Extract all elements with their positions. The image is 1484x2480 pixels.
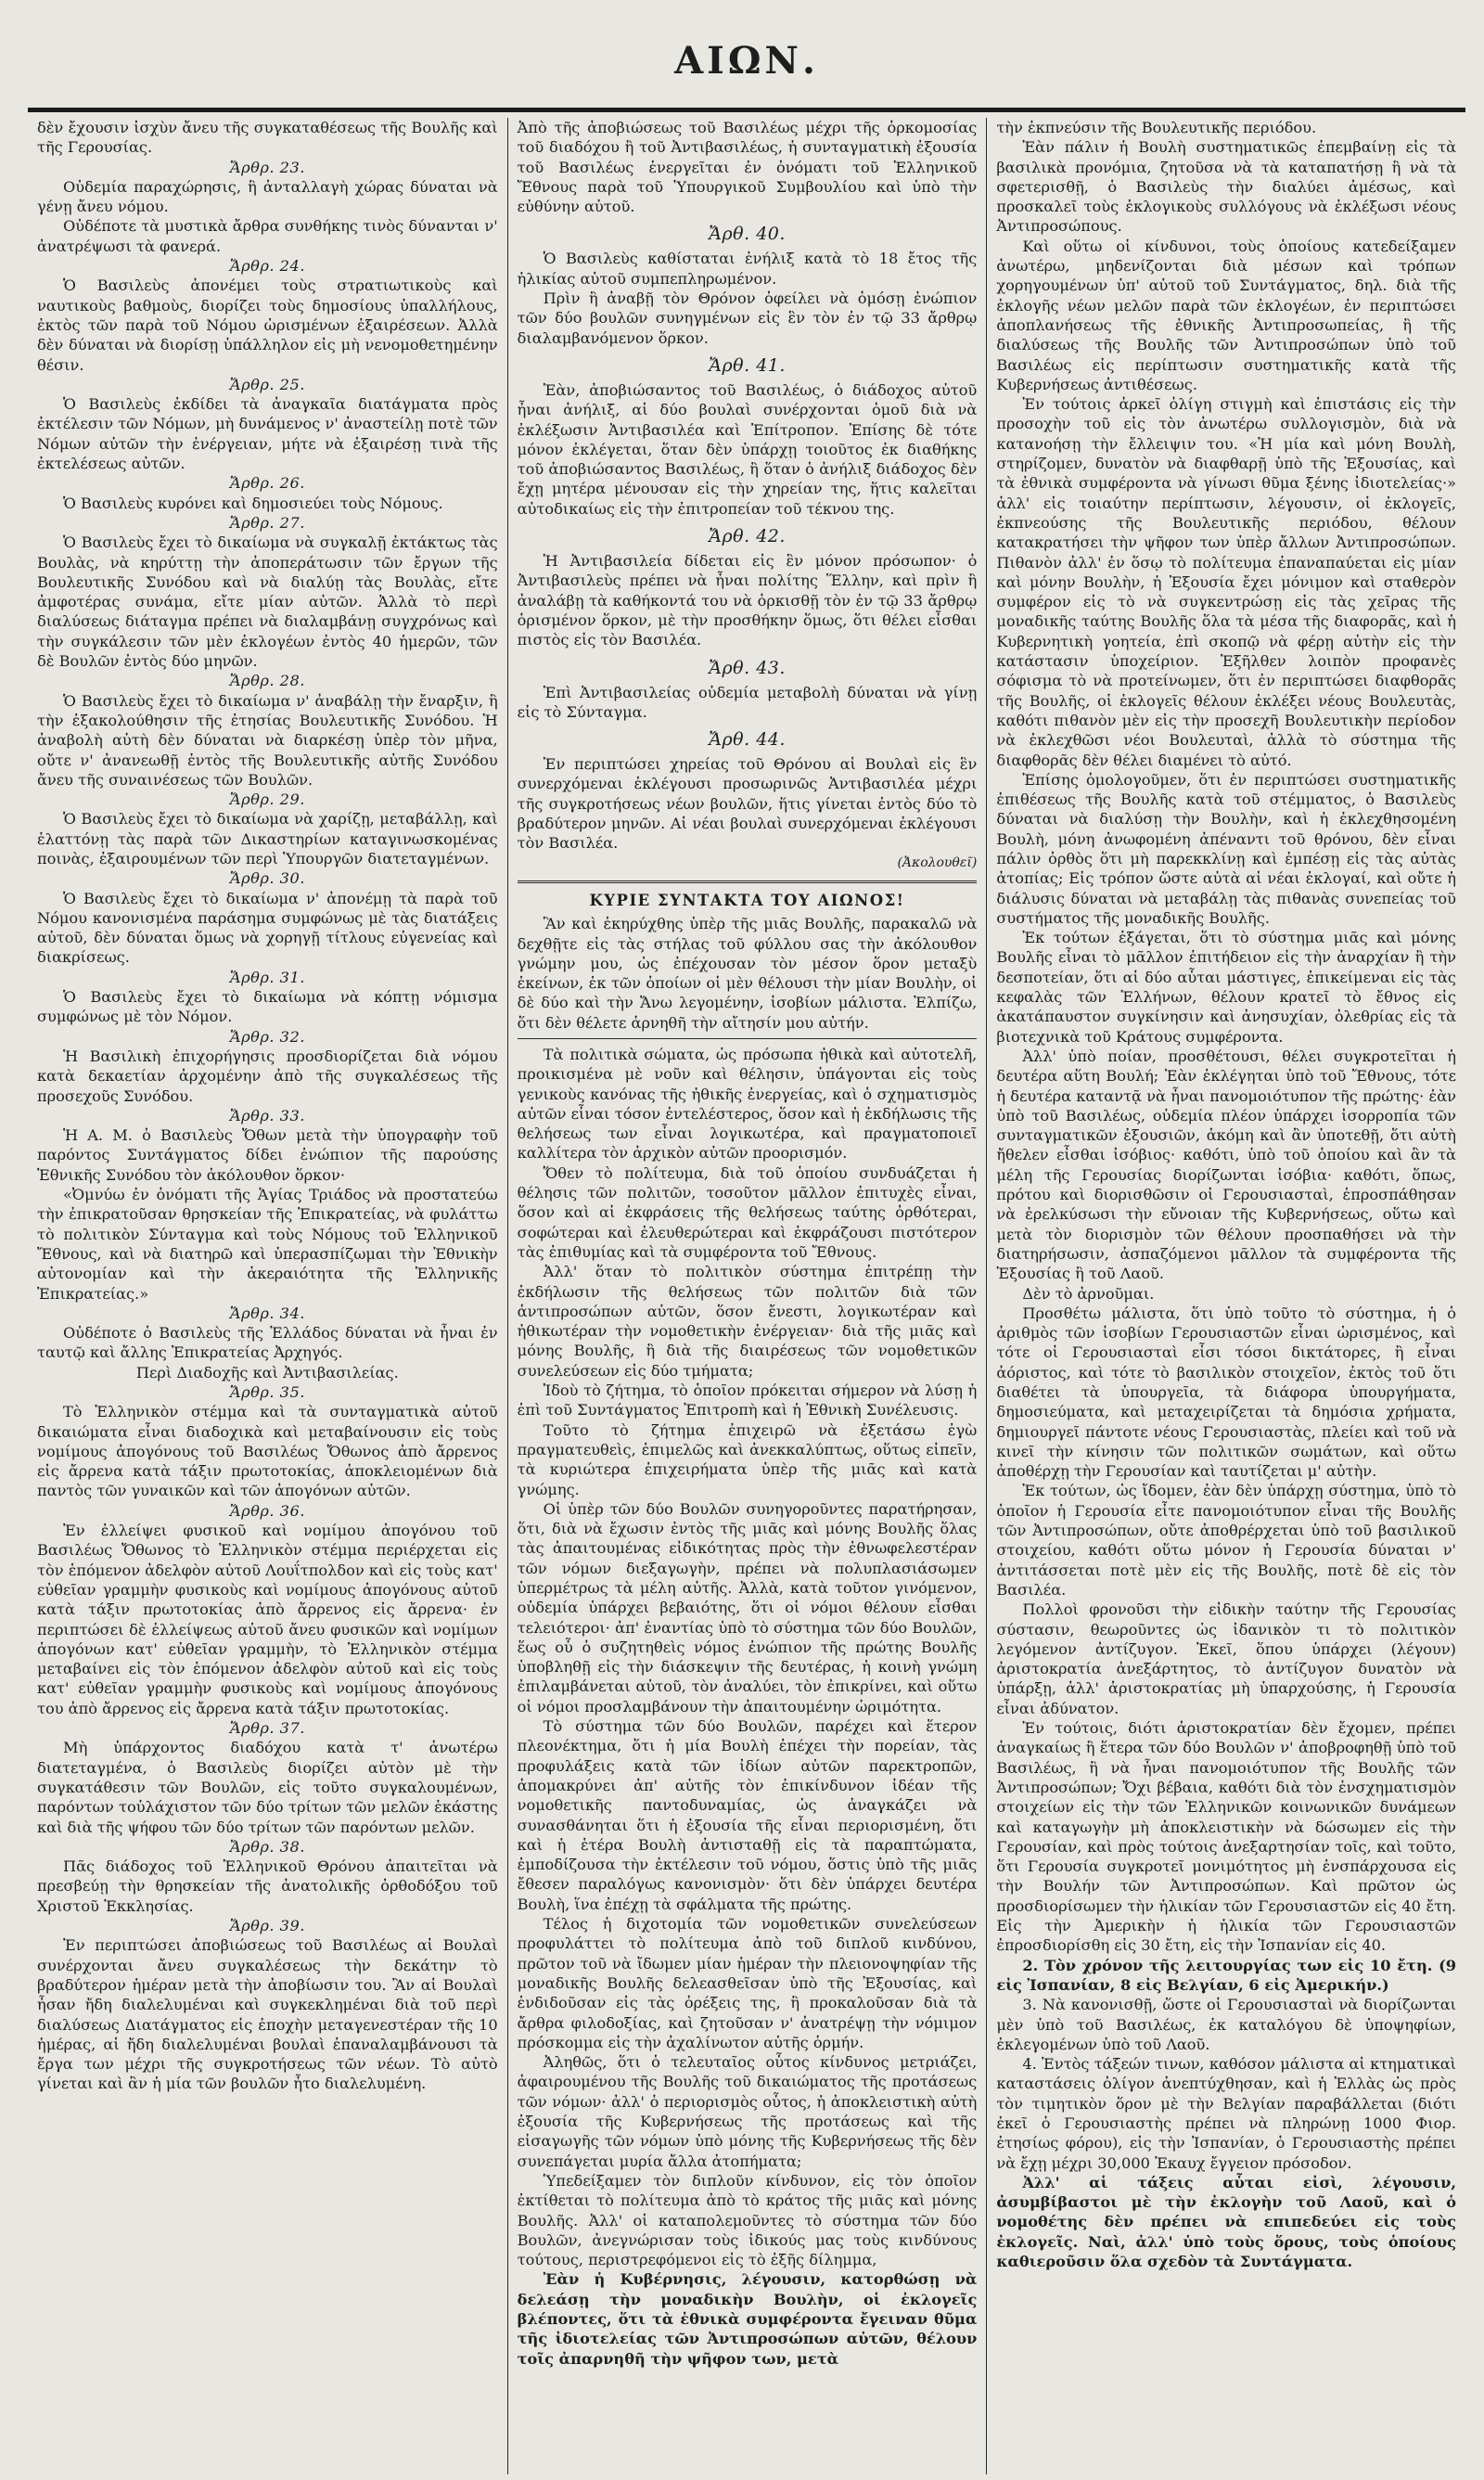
section-subheading: Περὶ Διαδοχῆς καὶ Ἀντιβασιλείας. [135,1363,399,1381]
numbered-point: 3. Νὰ κανονισθῇ, ὥστε οἱ Γερουσιασταὶ νὰ διορίζωνται μὲν ὑπὸ τοῦ Βασιλέως, ἐκ καταλόγου δὲ ὑποψηφίων, ἐκλεγομένων ὑπὸ τοῦ Λαοῦ. [996,1996,1456,2053]
paragraph: Ἐὰν ἡ Κυβέρνησις, λέγουσιν, κατορθώσῃ νὰ δελεάσῃ τὴν μοναδικὴν Βουλὴν, οἱ ἐκλογεῖς βλέποντες, ὅτι τὰ ἐθνικὰ συμφέροντα ἔγειναν θῦμα τῆς ἰδιοτελείας τῶν Ἀντιπροσώπων αὐτῶν, θέλουν τοῖς ἀπαρνηθῆ τὴν ψῆφον των, μετὰ [517,2270,978,2368]
column-2 [507,118,987,2474]
article-heading: Ἄρθρ. 36. [229,1501,305,1520]
paragraph: Ἐν περιπτώσει χηρείας τοῦ Θρόνου αἱ Βουλαὶ εἰς ἓν συνερχόμεναι ἐκλέγουσι προσωρινῶς Ἀντιβασιλέα μέχρι τῆς συγκροτήσεως νέων βουλῶν, ἥτις γίνεται ἐντὸς δύο τὸ βραδύτερον μηνῶν. Αἱ νέαι βουλαὶ συνερχόμεναι ἐκλέγουσι τὸν Βασιλέα. [517,755,978,853]
article-heading: Ἄρθ. 40. [709,224,786,245]
paragraph: Μὴ ὑπάρχοντος διαδόχου κατὰ τ' ἀνωτέρω διατεταγμένα, ὁ Βασιλεὺς διορίζει αὐτὸν μὲ τὴν συγκατάθεσιν τῶν Βουλῶν, εἰς τοῦτο συγκαλουμένων, παρόντων τοὐλάχιστον τῶν δύο τρίτων τῶν μελῶν ἑκάστης καὶ διὰ τῆς ψήφου τῶν δύο τρίτων τῶν παρόντων μελῶν. [37,1739,498,1836]
paragraph: Ἀλλ' αἱ τάξεις αὗται εἰσὶ, λέγουσιν, ἀσυμβίβαστοι μὲ τὴν ἐκλογὴν τοῦ Λαοῦ, καὶ ὁ νομοθέτης δὲν πρέπει νὰ επιπεδεύει εἰς τοὺς ἐκλογεῖς. Ναὶ, ἀλλ' ὑπὸ τοὺς ὅρους, τοὺς ὁποίους καθιεροῦσιν ὅλα σχεδὸν τὰ Συντάγματα. [996,2173,1456,2271]
continued-note: (Ἀκολουθεῖ) [897,855,978,870]
article-heading: Ἄρθρ. 33. [229,1106,305,1124]
paragraph: Ὑπεδείξαμεν τὸν διπλοῦν κίνδυνον, εἰς τὸν ὁποῖον ἐκτίθεται τὸ πολίτευμα ἀπὸ τὸ κράτος τῆς μιᾶς καὶ μόνης Βουλῆς. Ἀλλ' οἱ καταπολεμοῦντες τὸ σύστημα τῶν δύο Βουλῶν, ἀνεγνώρισαν τοὺς ἰδικούς μας τοὺς κινδύνους τούτους, περιστρεφόμενοι εἰς τὸ ἐξῆς δίλημμα, [517,2171,978,2269]
article-heading: Ἄρθ. 43. [709,657,786,678]
paragraph: Τὸ Ἑλληνικὸν στέμμα καὶ τὰ συνταγματικὰ αὐτοῦ δικαιώματα εἶναι διαδοχικὰ καὶ μεταβαίνουσιν εἰς τοὺς νομίμους ἀπογόνους τοῦ Βασιλέως Ὄθωνος ἀπὸ ἄρρενος εἰς ἄρρενα κατὰ τάξιν πρωτοτοκίας, ἀποκλειομένων διὰ παντὸς τῶν γυναικῶν καὶ τῶν ἀπογόνων αὐτῶν. [37,1403,498,1500]
article-heading: Ἄρθρ. 30. [229,869,305,888]
paragraph: Ὁ Βασιλεὺς ἔχει τὸ δικαίωμα ν' ἀναβάλῃ τὴν ἔναρξιν, ἢ τὴν ἐξακολούθησιν τῆς ἐτησίας Βουλευτικῆς Συνόδου. Ἡ ἀναβολὴ αὐτὴ δὲν δύναται νὰ διαρκέσῃ ὑπὲρ τὸν μῆνα, οὔτε ν' ἀνανεωθῇ ἐντὸς τῆς Βουλευτικῆς αὐτῆς Συνόδου ἄνευ τῆς συναινέσεως τῶν Βουλῶν. [37,691,498,789]
article-heading: Ἄρθ. 44. [709,729,786,751]
paragraph: Ἀπὸ τῆς ἀποβιώσεως τοῦ Βασιλέως μέχρι τῆς ὁρκομοσίας τοῦ διαδόχου ἢ τοῦ Ἀντιβασιλέως, ἡ συνταγματικὴ ἐξουσία τοῦ Βασιλέως ἐνεργεῖται ἐν ὀνόματι τοῦ Ἑλληνικοῦ Ἔθνους παρὰ τοῦ Ὑπουργικοῦ Συμβουλίου καὶ ὑπὸ τὴν εὐθύνην αὐτοῦ. [517,119,978,216]
paragraph: Ἐκ τούτων, ὡς ἴδομεν, ἐὰν δὲν ὑπάρχῃ σύστημα, ὑπὸ τὸ ὁποῖον ἡ Γερουσία εἶτε πανομοιότυπον εἶναι τῆς Βουλῆς τῶν Ἀντιπροσώπων, οὔτε ἀποθρέρχεται ὑπὸ τοῦ βασιλικοῦ στοιχείου, καθότι οὕτω μόνον ἡ Γερουσία δύναται ν' ἀντιτάσσεται ποτὲ μὲν εἰς τῆς Βουλῆς, ποτὲ δὲ εἰς τὸν Βασιλέα. [996,1482,1456,1599]
paragraph: Οὐδέποτε ὁ Βασιλεὺς τῆς Ἑλλάδος δύναται νὰ ἦναι ἐν ταυτῷ καὶ ἄλλης Ἐπικρατείας Ἀρχηγός. [37,1324,498,1362]
article-heading: Ἄρθρ. 29. [229,790,305,809]
article-heading: Ἄρθρ. 35. [229,1383,305,1401]
paragraph: Τὰ πολιτικὰ σώματα, ὡς πρόσωπα ἠθικὰ καὶ αὐτοτελῆ, προικισμένα μὲ νοῦν καὶ θέλησιν, ὑπάγονται εἰς τοὺς γενικοὺς κανόνας τῆς ἠθικῆς ἐνεργείας, καὶ ὁ σχηματισμὸς αὐτῶν εἶναι τόσον ἐντελέστερος, ὅσον καὶ ἡ ἐκδήλωσις τῆς θελήσεως των εἶναι λογικωτέρα, καὶ πραγματοποιεῖ καλλίτερα τὸν ἀρχικὸν αὐτῶν προορισμόν. [517,1045,978,1163]
paragraph: Καὶ οὕτω οἱ κίνδυνοι, τοὺς ὁποίους κατεδείξαμεν ἀνωτέρω, μηδενίζονται διὰ μέσων καὶ τρόπων χορηγουμένων ὑπ' αὐτοῦ τοῦ Συντάγματος, δηλ. διὰ τῆς ἐκλογῆς νέων μελῶν παρὰ τῶν ἐκλογέων, ἐν περιπτώσει ἀποπλανήσεως τῆς ἐθνικῆς Ἀντιπροσωπείας, ἢ τῆς διαλύσεως τῆς Βουλῆς τῶν Ἀντιπροσώπων ὑπὸ τοῦ Βασιλέως εἰς περίπτωσιν συστηματικῆς κατὰ τῆς Κυβερνήσεως ἀντιθέσεως. [996,237,1456,393]
paragraph: Ἐπὶ Ἀντιβασιλείας οὐδεμία μεταβολὴ δύναται νὰ γίνῃ εἰς τὸ Σύνταγμα. [517,683,978,721]
paragraph: Ἐν ἐλλείψει φυσικοῦ καὶ νομίμου ἀπογόνου τοῦ Βασιλέως Ὄθωνος τὸ Ἑλληνικὸν στέμμα περιέρχεται εἰς τὸν ἑπόμενον ἀδελφὸν αὐτοῦ Λουΐτπολδον καὶ εἰς τοὺς κατ' εὐθεῖαν γραμμὴν φυσικοὺς καὶ νομίμους ἀπογόνους αὐτοῦ κατὰ τάξιν πρωτοτοκίας ἀπὸ ἄρρενος εἰς ἄρρενα· ἐν περιπτώσει δὲ ἐλλείψεως αὐτοῦ ἄνευ φυσικῶν καὶ νομίμων ἀπογόνων κατ' εὐθεῖαν γραμμὴν, τὸ Ἑλληνικὸν στέμμα μεταβαίνει εἰς τὸν ἑπόμενον ἀδελφὸν αὐτοῦ καὶ εἰς τοὺς κατ' εὐθεῖαν γραμμὴν φυσικοὺς καὶ νομίμους ἀπογόνους του ἀπὸ ἄρρενος εἰς ἄρρενα κατὰ τάξιν πρωτοτοκίας. [37,1522,498,1717]
article-heading: Ἄρθρ. 34. [229,1304,305,1322]
article-heading: Ἄρθρ. 24. [229,257,305,276]
section-divider [518,880,978,883]
article-heading: Ἄρθρ. 32. [229,1027,305,1046]
paragraph: Ὁ Βασιλεὺς ἀπονέμει τοὺς στρατιωτικοὺς καὶ ναυτικοὺς βαθμοὺς, διορίζει τοὺς δημοσίους ὑπαλλήλους, ἐκτὸς τῶν παρὰ τοῦ Νόμου ὡρισμένων ἐξαιρέσεων. Ἀλλὰ δὲν δύναται νὰ διορίσῃ ὑπάλληλον εἰς μὴ νενομοθετημένην θέσιν. [37,276,498,374]
paragraph: Ἀλλ' ὑπὸ ποίαν, προσθέτουσι, θέλει συγκροτεῖται ἡ δευτέρα αὕτη Βουλή; Ἐὰν ἐκλέγηται ὑπὸ τοῦ Ἔθνους, τότε ἡ δευτέρα καταντᾷ νὰ ἦναι πανομοιότυπον τῆς πρώτης· ἐὰν ὑπὸ τοῦ Βασιλέως, οὐδεμία πλέον ὑπάρχει ἰσορροπία τῶν συνταγματικῶν ἐξουσιῶν, ἀκόμη καὶ ἂν ὑποτεθῇ, ὅτι αὐτὴ ἤθελεν εἶσθαι ἰσόβιος· καθότι, ὑπὸ τοῦ ὁποίου καὶ ἂν τὰ μέλη τῆς Γερουσίας διορίζωνται ἰσόβια· καθότι, ὅπως, πρότου καὶ διορισθῶσιν οἱ Γερουσιασταὶ, ἐπροσπάθησαν νὰ ἐρελκύσωσι τὴν εὔνοιαν τῆς Κυβερνήσεως, οὕτω καὶ μετὰ τὸν διορισμὸν τῶν θέλουν προσπαθήσει νὰ τὴν διατηρήσωσιν, ἀσπαζόμενοι μᾶλλον τὰ συμφέροντα τῆς Ἐξουσίας ἢ τοῦ Λαοῦ. [996,1047,1456,1283]
paragraph: Ἂν καὶ ἐκηρύχθης ὑπὲρ τῆς μιᾶς Βουλῆς, παρακαλῶ νὰ δεχθῇτε εἰς τὰς στήλας τοῦ φύλλου σας τὴν ἀκόλουθον γνώμην μου, ὡς ἐπέχουσαν τὸν μέσον ὅρον μεταξὺ ἐκείνων, ἐκ τῶν ὁποίων οἱ μὲν θέλουσι τὴν μίαν Βουλὴν, οἱ δὲ δύο καὶ τὴν Ἄνω λεγομένην, ἰσοβίων μάλιστα. Ἐλπίζω, ὅτι δὲν θέλετε ἀρνηθῆ τὴν αἴτησίν μου αὐτήν. [517,915,978,1032]
paragraph: Ἐὰν πάλιν ἡ Βουλὴ συστηματικῶς ἐπεμβαίνῃ εἰς τὰ βασιλικὰ προνόμια, ζητοῦσα νὰ τὰ καταπατήσῃ ἢ νὰ τὰ σφετερισθῇ, ὁ Βασιλεὺς τὴν διαλύει ἀμέσως, καὶ προσκαλεῖ τοὺς ἐκλογικοὺς συλλόγους νὰ ἐκλέξωσι νέους Ἀντιπροσώπους. [996,138,1456,236]
letter-heading: ΚΥΡΙΕ ΣΥΝΤΑΚΤΑ ΤΟΥ ΑΙΩΝΟΣ! [589,891,905,909]
paragraph: Ἐκ τούτων ἐξάγεται, ὅτι τὸ σύστημα μιᾶς καὶ μόνης Βουλῆς εἶναι τὸ μᾶλλον ἐπιτήδειον εἰς τὴν ἀναρχίαν ἢ τὴν δεσποτείαν, ὅτι αἱ δύο αὗται μάστιγες, ἐπικείμεναι εἰς τὰς κεφαλὰς τῶν Ἑλλήνων, θέλουν κρατεῖ τὸ ἔθνος εἰς ἀκατάπαυστον συγκίνησιν καὶ ἀνησυχίαν, ὀλεθρίας εἰς τὰ βιοτεχνικὰ τοῦ Κράτους συμφέροντα. [996,929,1456,1046]
paragraph: Δὲν τὸ ἀρνοῦμαι. [1022,1284,1155,1303]
section-divider [518,1038,978,1039]
paragraph: Προσθέτω μάλιστα, ὅτι ὑπὸ τοῦτο τὸ σύστημα, ἡ ὁ ἀριθμὸς τῶν ἰσοβίων Γερουσιαστῶν εἶναι ὡρισμένος, καὶ τότε οἱ Γερουσιασταὶ εἶσι τόσοι δικτάτορες, ἢ εἶναι ἀόριστος, καὶ τότε τὸ βασιλικὸν στοιχεῖον, ἐκτὸς τοῦ ὅτι διαθέτει τὰ ὑπουργεῖα, τὰ διάφορα ὑπουργήματα, δημοσιεύματα, καὶ μεταχειρίζεται τὰ δημόσια χρήματα, δημιουργεῖ πάντοτε νέους Γερουσιαστὰς, πλείει καὶ τοῦ νὰ κινεῖ τὴν κίνησιν τῶν πολιτικῶν σωμάτων, καὶ οὕτω ἀποθέρχῃ τὴν Γερουσίαν καὶ ταυτίζεται μ' αὐτὴν. [996,1304,1456,1481]
article-heading: Ἄρθρ. 23. [229,158,305,176]
numbered-point: 2. Τὸν χρόνον τῆς λειτουργίας των εἰς 10 ἔτη. (9 εἰς Ἰσπανίαν, 8 εἰς Βελγίαν, 6 εἰς Ἀμερικήν.) [996,1956,1456,1994]
paragraph: Ἀλλ' ὅταν τὸ πολιτικὸν σύστημα ἐπιτρέπῃ τὴν ἐκδήλωσιν τῆς θελήσεως τῶν πολιτῶν διὰ τῶν ἀντιπροσώπων αὐτῶν, ὅσον ἔνεστι, λογικωτέραν καὶ ἠθικωτέραν τὴν νομοθετικὴν ἐνέργειαν· διὰ τῆς μιᾶς καὶ μόνης Βουλῆς, ἢ διὰ τῆς διαιρέσεως τῶν νομοθετικῶν συνελεύσεων εἰς δύο τμήματα; [517,1263,978,1380]
article-heading: Ἄρθρ. 27. [229,513,305,532]
paragraph: τὴν ἐκπνεύσιν τῆς Βουλευτικῆς περιόδου. [996,119,1317,136]
paragraph: Ὁ Βασιλεὺς ἔχει τὸ δικαίωμα ν' ἀπονέμῃ τὰ παρὰ τοῦ Νόμου κανονισμένα παράσημα συμφώνως μὲ τὰς διατάξεις αὐτοῦ, δὲν δύναται ὅμως νὰ χορηγῇ τίτλους εὐγενείας καὶ διακρίσεως. [37,889,498,967]
paragraph: Οἱ ὑπὲρ τῶν δύο Βουλῶν συνηγοροῦντες παρατήρησαν, ὅτι, διὰ νὰ ἔχωσιν ἐντὸς τῆς μιᾶς καὶ μόνης Βουλῆς ὅλας τὰς ἀπαιτουμένας εἰδικότητας πρὸς τὴν ἐθνωφελεστέραν τῶν νόμων διεξαγωγὴν, πρέπει νὰ πολυπλασιάσωμεν ὑπερμέτρως τὰ μέλη αὐτῆς. Ἀλλὰ, κατὰ τοῦτον γινόμενον, οὐδεμία ὑπάρχει βεβαιότης, ὅτι οἱ νόμοι θέλουν εἶσθαι τελειότεροι· ἀπ' ἐναντίας ὑπὸ τὸ σύστημα τῶν δύο Βουλῶν, ἕως οὗ ὁ συζητηθεὶς νόμος ἐνώπιον τῆς πρώτης Βουλῆς ὑποβληθῇ εἰς τὴν διάσκεψιν τῆς δευτέρας, ἡ κοινὴ γνώμη ἐπιλαμβάνεται αὐτοῦ, τὸν ἀναλύει, τὸν ἐπικρίνει, καὶ οὕτω οἱ νόμοι προσλαμβάνουν τὴν ἀπαιτουμένην ὡριμότητα. [517,1499,978,1715]
article-heading: Ἄρθρ. 25. [229,375,305,393]
paragraph: Πᾶς διάδοχος τοῦ Ἑλληνικοῦ Θρόνου ἀπαιτεῖται νὰ πρεσβεύῃ τὴν θρησκείαν τῆς ἀνατολικῆς ὀρθοδόξου τοῦ Χριστοῦ Ἐκκλησίας. [37,1857,498,1915]
paragraph: Τοῦτο τὸ ζήτημα ἐπιχειρῶ νὰ ἐξετάσω ἐγὼ πραγματευθεὶς, ἐπιμελῶς καὶ ἀνεκκαλύπτως, οὕτως εἰπεῖν, τὰ κυριώτερα ἐπιχειρήματα ὑπὲρ τῆς μιᾶς καὶ κατὰ γνώμης. [517,1420,978,1498]
paragraph: Ἐν τούτοις ἀρκεῖ ὀλίγη στιγμὴ καὶ ἐπιστάσις εἰς τὴν προσοχὴν τοῦ εἰς τὸν ἀνωτέρω συλλογισμὸν, διὰ νὰ κατανοήσῃ τὴν ἔλλειψιν του. «Ἡ μία καὶ μόνη Βουλὴ, στηρίζομεν, δυνατὸν νὰ διαφθαρῇ ὑπὸ τῆς Ἐξουσίας, καὶ τὰ ἐθνικὰ συμφέροντα νὰ γίνωσι θῦμα ξένης ἰδιοτελείας·» ἀλλ' εἰς τοιαύτην περίπτωσιν, λέγουσιν, οἱ ἐκλογεῖς, ἐκπνεούσης τῆς Βουλευτικῆς περιόδου, θέλουν κατακρατήσει τὴν ψῆφον των ὑπὲρ ἄλλων Ἀντιπροσώπων. Πιθανὸν ἀλλ' ἐν ὅσῳ τὸ πολίτευμα ἐπαναπαύεται εἰς μίαν καὶ μόνην Βουλὴν, ἡ Ἐξουσία ἔχει μόνιμον καὶ σταθερὸν συμφέρον εἰς τὸ νὰ συγκεντρώσῃ εἰς τὰς χεῖρας τῆς μοναδικῆς ταύτης Βουλῆς ὅλα τὰ μέσα τῆς διαφορᾶς, καὶ ἡ Κυβερνητικὴ γοητεία, ἐπὶ σκοπῷ νὰ φέρῃ αὐτὴν εἰς τὴν κατάστασιν ὑποχείριον. Ἐξῆλθεν λοιπὸν προφανὲς σόφισμα τὸ νὰ προτείνωμεν, ὅτι ἐν περιπτώσει διαφθορᾶς τῆς Βουλῆς, οἱ ἐκλογεῖς θέλουν ἐκλέξει νέους Βουλευτὰς, καθότι πιθανὸν μὲν εἰς τὴν προσεχῆ Βουλευτικὴν περίοδον νὰ ἐκλεχθῶσι νέοι Βουλευταὶ, ἀλλὰ τὸ σύστημα τῆς διαφθορᾶς δὲν θέλει διαμένει τὸ αὐτό. [996,395,1456,769]
numbered-point: 4. Ἐντὸς τάξεών τινων, καθόσον μάλιστα αἱ κτηματικαὶ καταστάσεις ὀλίγον ἀνεπτύχθησαν, καὶ ἡ Ἑλλὰς ὡς πρὸς τὸν τιμητικὸν ὅρον μὲ τὴν Βελγίαν παραβάλλεται (διότι ἐκεῖ ὁ Γερουσιαστὴς πρέπει νὰ πληρώνῃ 1000 Φιορ. ἐτησίως φόρου), εἰς τὴν Ἰσπανίαν, ὁ Γερουσιαστὴς πρέπει νὰ ἔχῃ μέχρι 30,000 Ἐκαυχ ἔγγειον πρόσοδον. [996,2055,1456,2172]
paragraph: Ἐν τούτοις, διότι ἀριστοκρατίαν δὲν ἔχομεν, πρέπει ἀναγκαίως ἢ ἕτερα τῶν δύο Βουλῶν ν' ἀποβροφηθῇ ὑπὸ τοῦ Βασιλέως, ἢ νὰ ἦναι πανομοιότυπον τῆς Βουλῆς τῶν Ἀντιπροσώπων; Ὄχι βέβαια, καθότι διὰ τὸν ἐνσχηματισμὸν στοιχείων εἰς τὴν τῶν Ἑλληνικῶν κοινωνικῶν δυνάμεων καὶ καταγωγὴν μὴ ἀποκλειστικὴν νὰ δώσωμεν εἰς τὴν Γερουσίαν, καὶ πρὸς τούτοις ἀνεξαρτησίαν τοῖς, καὶ τοῦτο, ὅτι Γερουσία συγκροτεῖ μονιμότητος μὴ ἐνσπάρχουσα εἰς τὴν Βουλήν τῶν Ἀντιπροσώπων. Καὶ πρῶτον ὡς προσδιορίσωμεν τὴν ἡλικίαν τῶν Γερουσιαστῶν εἰς 40 ἔτη. Εἰς τὴν Ἀμερικὴν ἡ ἡλικία τῶν Γερουσιαστῶν ἐπροσδιορίσθη εἰς 30 ἔτη, εἰς τὴν Ἰσπανίαν εἰς 40. [996,1719,1456,1955]
paragraph: Ὁ Βασιλεὺς ἐκδίδει τὰ ἀναγκαῖα διατάγματα πρὸς ἐκτέλεσιν τῶν Νόμων, μὴ δυνάμενος ν' ἀναστείλῃ ποτὲ τῶν Νόμων αὐτῶν τὴν ἐνέργειαν, μήτε νὰ ἐξαιρέσῃ τινὰ τῆς ἐκτελέσεως αὐτῶν. [37,395,498,473]
article-heading: Ἄρθρ. 31. [229,968,305,986]
article-heading: Ἄρθρ. 39. [229,1917,305,1935]
oath-text: «Ὀμνύω ἐν ὀνόματι τῆς Ἁγίας Τριάδος νὰ προστατεύω τὴν ἐπικρατοῦσαν θρησκείαν τῆς Ἐπικρατείας, νὰ φυλάττω τὸ πολιτικὸν Σύνταγμα καὶ τοὺς Νόμους τοῦ Ἑλληνικοῦ Ἔθνους, καὶ νὰ διατηρῶ καὶ ὑπερασπίζωμαι τὴν Ἐθνικὴν αὐτονομίαν καὶ τὴν ἀκεραιότητα τῆς Ἑλληνικῆς Ἐπικρατείας.» [37,1186,498,1303]
paragraph: Οὐδέποτε τὰ μυστικὰ ἄρθρα συνθήκης τινὸς δύνανται ν' ἀνατρέψωσι τὰ φανερά. [37,217,498,255]
paragraph: Ὁ Βασιλεὺς ἔχει τὸ δικαίωμα νὰ κόπτῃ νόμισμα συμφώνως μὲ τὸν Νόμον. [37,988,498,1026]
paragraph: Ὁ Βασιλεὺς ἔχει τὸ δικαίωμα νὰ συγκαλῇ ἐκτάκτως τὰς Βουλὰς, νὰ κηρύττῃ τὴν ἀποπεράτωσιν τῶν ἔργων τῆς Βουλευτικῆς Συνόδου καὶ νὰ διαλύῃ τὰς Βουλὰς, εἴτε ἀμφοτέρας συνάμα, εἴτε μίαν αὐτῶν. Ἀλλὰ τὸ περὶ διαλύσεως διάταγμα πρέπει νὰ διαλαμβάνῃ συγχρόνως καὶ τὴν συγκάλεσιν τῶν μὲν ἐκλογέων ἐντὸς 40 ἡμερῶν, τῶν δὲ Βουλῶν ἐντὸς δύο μηνῶν. [37,533,498,671]
paragraph: Ἐὰν, ἀποβιώσαντος τοῦ Βασιλέως, ὁ διάδοχος αὐτοῦ ἦναι ἀνήλιξ, αἱ δύο βουλαὶ συνέρχονται ὁμοῦ διὰ νὰ ἐκλέξωσιν Ἀντιβασιλέα καὶ Ἐπίτροπον. Ἐπίσης δὲ τότε μόνον ἐκλέγεται, ὅταν δὲν ὑπάρχῃ τοιοῦτος ἐκ διαθήκης τοῦ ἀποβιώσαντος Βασιλέως, ἢ ὅταν ὁ ἀνήλιξ διάδοχος δὲν ἔχῃ μητέρα μένουσαν εἰς τὴν χηρείαν της, ἥτις καλεῖται αὐτοδικαίως εἰς τὴν ἐπιτροπείαν τοῦ τέκνου της. [517,380,978,518]
column-3 [986,118,1465,2474]
paragraph: Ἀληθῶς, ὅτι ὁ τελευταῖος οὗτος κίνδυνος μετριάζει, ἀφαιρουμένου τῆς Βουλῆς τοῦ δικαιώματος τῆς προτάσεως τῶν νόμων· ἀλλ' ὁ περιορισμὸς οὗτος, ἡ ἀποκλειστικὴ αὐτὴ ἐξουσία τῆς Κυβερνήσεως τῆς προτάσεως καὶ τῆς εἰσαγωγῆς τῶν νόμων ὑπὸ μόνης τῆς Κυβερνήσεως τῆς δὲν συνεπάγεται μυρία ἄλλα ἀτοπήματα; [517,2053,978,2170]
article-heading: Ἄρθρ. 28. [229,672,305,690]
article-heading: Ἄρθρ. 37. [229,1719,305,1738]
article-heading: Ἄρθ. 41. [709,354,786,376]
paragraph: Πρὶν ἢ ἀναβῇ τὸν Θρόνον ὀφείλει νὰ ὁμόσῃ ἐνώπιον τῶν δύο βουλῶν συνηγμένων εἰς ἓν τὸν ἐν τῷ 33 ἄρθρῳ διαλαμβανόμενον ὅρκον. [517,289,978,347]
paragraph: Ὅθεν τὸ πολίτευμα, διὰ τοῦ ὁποίου συνδυάζεται ἡ θέλησις τῶν πολιτῶν, τοσοῦτον μᾶλλον ἐπιτυχὲς εἶναι, ὅσον καὶ αἱ ἐκφράσεις τῆς θελήσεως ταύτης ὀρθότεραι, σοφώτεραι καὶ ἐλευθερώτεραι καὶ ἐκφράζουσι πιστότερον τὰς ἐπιθυμίας καὶ τὰ συμφέροντα τοῦ Ἔθνους. [517,1163,978,1261]
paragraph: Τὸ σύστημα τῶν δύο Βουλῶν, παρέχει καὶ ἕτερον πλεονέκτημα, ὅτι ἡ μία Βουλὴ ἐπέχει τὴν πορείαν, τὰς προφυλάξεις κατὰ τῶν ἰδίων αὐτῶν παρεκτροπῶν, ἀπομακρύνει ἀπ' αὐτῆς τὸν ἐπικίνδυνον ἰδέαν τῆς νομοθετικῆς παντοδυναμίας, ὡς ἀναγκάζει νὰ συνασθάνηται ὅτι ἡ ἐξουσία τῆς εἶναι περιορισμένη, ὅτι καὶ ἡ ἑτέρα Βουλὴ ἀντισταθῇ εἰς τὰ παραπτώματα, ἐμποδίζουσα τὴν ἐκτέλεσιν τοῦ νόμου, ὅστις ὑπὸ τῆς μιᾶς ἔθεσεν παραλόγως κανονισμὸν· ὅτι δὲν ὑπάρχει δευτέρα Βουλὴ, ἵνα ἐπέχῃ τὰ σφάλματα τῆς πρώτης. [517,1717,978,1913]
paragraph: Ἐπίσης ὁμολογοῦμεν, ὅτι ἐν περιπτώσει συστηματικῆς ἐπιθέσεως τῆς Βουλῆς κατὰ τοῦ στέμματος, ὁ Βασιλεὺς δύναται νὰ διαλύσῃ τὴν Βουλὴν, καὶ ἡ ἐκλεχθησομένη Βουλὴ, μόνη ἀνωφομένη ἀπέναντι τοῦ θρόνου, δὲν εἶναι πάλιν ὀρθὸς ὅτι μὴ παρεκκλίνῃ καὶ ἐμπέσῃ εἰς τὰς αὐτὰς ἀτοπίας; Εἰς τρόπον ὥστε αὐτὰ αἱ νέαι ἐκλογαί, καὶ οὔτε ἡ διάλυσις δύναται νὰ μεταβάλῃ τὰς πιθανὰς συνεπείας τοῦ συστήματος τῆς μοναδικῆς Βουλῆς. [996,770,1456,927]
paragraph: Ἰδοὺ τὸ ζήτημα, τὸ ὁποῖον πρόκειται σήμερον νὰ λύσῃ ἡ ἐπὶ τοῦ Συντάγματος Ἐπιτροπὴ καὶ ἡ Ἐθνικὴ Συνέλευσις. [517,1381,978,1420]
article-heading: Ἄρθρ. 38. [229,1837,305,1856]
paragraph: Ἐν περιπτώσει ἀποβιώσεως τοῦ Βασιλέως αἱ Βουλαὶ συνέρχονται ἄνευ συγκαλέσεως τὴν δεκάτην τὸ βραδύτερον ἡμέραν μετὰ τὴν ἀποβίωσιν του. Ἂν αἱ Βουλαὶ ἦσαν ἤδη διαλελυμέναι καὶ συγκεκλημέναι διὰ τοῦ περὶ διαλύσεως Διατάγματος εἰς ἐποχὴν μεταγενεστέραν τῆς 10 ἡμέρας, αἱ ἤδη διαλελυμέναι βουλαὶ ἐπαναλαμβάνουσι τὰ ἔργα των μέχρι τῆς συγκροτήσεως τῶν νέων. Τὸ αὐτὸ γίνεται καὶ ἂν ἡ μία τῶν βουλῶν ἦτο διαλελυμένη. [37,1936,498,2093]
paragraph: Ἡ Α. Μ. ὁ Βασιλεὺς Ὄθων μετὰ τὴν ὑπογραφὴν τοῦ παρόντος Συντάγματος δίδει ἐνώπιον τῆς παρούσης Ἐθνικῆς Συνόδου τὸν ἀκόλουθον ὅρκον· [37,1126,498,1184]
paragraph: Πολλοὶ φρονοῦσι τὴν εἰδικὴν ταύτην τῆς Γερουσίας σύστασιν, θεωροῦντες ὡς ἰδανικὸν τι τὸ πολιτικὸν λεγόμενον ἀντίζυγον. Ἐκεῖ, ὅπου ὑπάρχει (λέγουν) ἀριστοκρατία ἀνεξάρτητος, τὸ ἀντίζυγον δυνατὸν νὰ ὑπάρξῃ, ἀλλ' ἀριστοκρατίας μὴ ὑπαρχούσης, ἡ Γερουσία εἶναι ἀδύνατον. [996,1600,1456,1717]
columns [28,118,1465,2474]
paragraph: Ὁ Βασιλεὺς ἔχει τὸ δικαίωμα νὰ χαρίζῃ, μεταβάλλῃ, καὶ ἐλαττόνῃ τὰς παρὰ τῶν Δικαστηρίων καταγινωσκομένας ποινὰς, ἐξαιρουμένων τῶν περὶ Ὑπουργῶν διατεταγμένων. [37,810,498,867]
masthead-rule [28,108,1465,112]
paragraph: Οὐδεμία παραχώρησις, ἢ ἀνταλλαγὴ χώρας δύναται νὰ γένῃ ἄνευ νόμου. [37,177,498,216]
paragraph: Ὁ Βασιλεὺς καθίσταται ἐνήλιξ κατὰ τὸ 18 ἔτος τῆς ἡλικίας αὐτοῦ συμπεπληρωμένον. [517,250,978,288]
column-1 [28,118,507,2474]
article-heading: Ἄρθ. 42. [709,526,786,547]
paragraph: Ἡ Βασιλικὴ ἐπιχορήγησις προσδιορίζεται διὰ νόμου κατὰ δεκαετίαν ἀρχομένην ἀπὸ τῆς συγκαλέσεως τῆς προσεχοῦς Συνόδου. [37,1047,498,1105]
masthead-title: ΑΙΩΝ. [674,39,819,83]
article-heading: Ἄρθρ. 26. [229,474,305,493]
paragraph: δὲν ἔχουσιν ἰσχὺν ἄνευ τῆς συγκαταθέσεως τῆς Βουλῆς καὶ τῆς Γερουσίας. [37,119,498,157]
paragraph: Ὁ Βασιλεὺς κυρόνει καὶ δημοσιεύει τοὺς Νόμους. [63,494,443,512]
paragraph: Ἡ Ἀντιβασιλεία δίδεται εἰς ἓν μόνον πρόσωπον· ὁ Ἀντιβασιλεὺς πρέπει νὰ ἦναι πολίτης Ἕλλην, καὶ πρὶν ἢ ἀναλάβῃ τὰ καθήκοντά του νὰ ὁρκισθῇ τὸν ἐν τῷ 33 ἄρθρῳ ὁρισμένον ὅρκον, μὲ τὴν προσθήκην ὅμως, ὅτι θέλει εἶσθαι πιστὸς εἰς τὸν Βασιλέα. [517,552,978,649]
paragraph: Τέλος ἡ διχοτομία τῶν νομοθετικῶν συνελεύσεων προφυλάττει τὸ πολίτευμα ἀπὸ τοῦ διπλοῦ κινδύνου, πρῶτον τοῦ νὰ ἴδωμεν μίαν ἡμέραν τὴν πλειονοψηφίαν τῆς μοναδικῆς Βουλῆς δελεασθεῖσαν ὑπὸ τῆς Ἐξουσίας, καὶ ἐνδιδοῦσαν εἰς τὰς ὀρέξεις της, ἢ προκαλοῦσαν διὰ τὰ ἄρθρα φιλοδοξίας, καὶ ζητοῦσαν ν' ἀνατρέψῃ τὴν νόμιμον πρόσκομμα εἰς τὴν ἀχαλίνωτον αὐτῆς ὁρμήν. [517,1915,978,2051]
